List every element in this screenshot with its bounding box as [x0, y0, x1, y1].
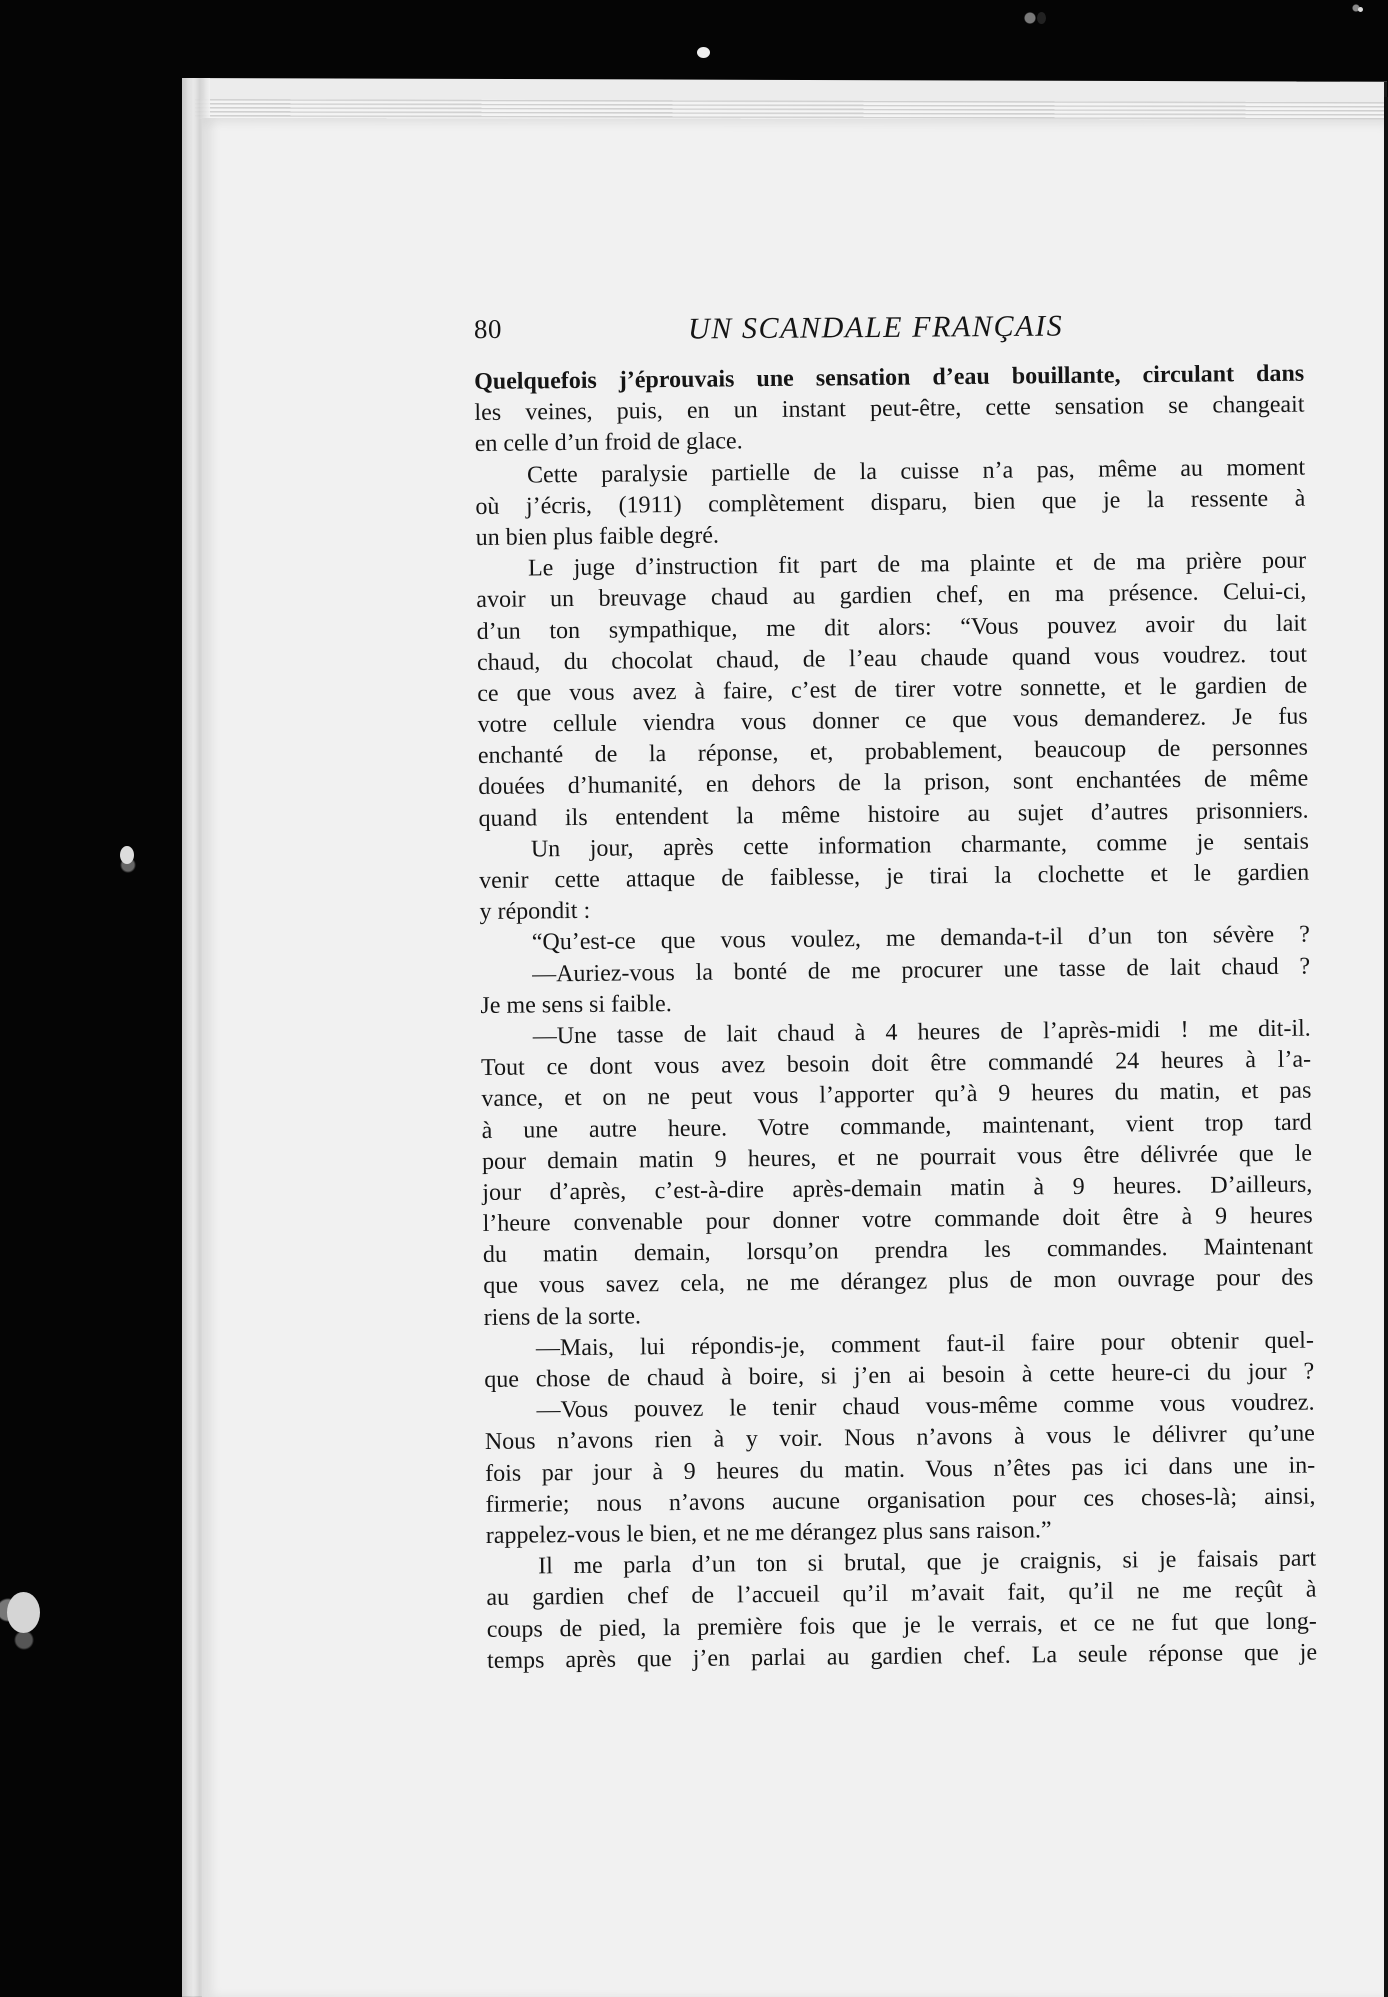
page-text — [474, 359, 1317, 1677]
text-line-4: Cette paralysie partielle de la cuisse n’a pas, même au moment — [526, 454, 1306, 489]
text-line-35: Nous n’avons rien à y voir. Nous n’avons à vous le délivrer qu’une — [484, 1420, 1315, 1456]
text-line-32: —Mais, lui répondis-je, comment faut-il faire pour obtenir quel- — [535, 1327, 1315, 1362]
text-line-29: du matin demain, lorsqu’on prendra les commandes. Maintenant — [482, 1233, 1314, 1269]
text-line-10: chaud, du chocolat chaud, de l’eau chaude quand vous voudrez. tout — [476, 641, 1308, 676]
text-line-38: rappelez-vous le bien, et ne me dérangez plus sans raison.” — [485, 1517, 1052, 1549]
page-number: 80 — [473, 313, 503, 345]
text-line-30: que vous savez cela, ne me dérangez plus de mon ouvrage pour des — [483, 1264, 1314, 1300]
text-line-41: coups de pied, la première fois que je le verrais, et ce ne fut que long- — [486, 1608, 1317, 1643]
text-line-5: où j’écris, (1911) complètement disparu, bien que je la ressente à — [475, 485, 1306, 520]
text-line-28: l’heure convenable pour donner votre commande doit être à 9 heures — [482, 1202, 1313, 1238]
text-line-24: vance, et on ne peut vous l’apporter qu’à 9 heures du matin, et pas — [481, 1077, 1312, 1113]
text-line-21: Je me sens si faible. — [480, 990, 672, 1019]
text-line-36: fois par jour à 9 heures du matin. Vous n’êtes pas ici dans une in- — [485, 1452, 1316, 1487]
scan-speck — [7, 1592, 40, 1633]
text-line-23: Tout ce dont vous avez besoin doit être commandé 24 heures à l’a- — [480, 1046, 1312, 1082]
scan-speck — [120, 846, 134, 864]
text-line-8: avoir un breuvage chaud au gardien chef, en ma présence. Celui-ci, — [476, 578, 1307, 614]
text-line-19: “Qu’est-ce que vous voulez, me demanda-t-il d’un ton sévère ? — [531, 921, 1310, 956]
text-line-13: enchanté de la réponse, et, probablement, beaucoup de personnes — [477, 734, 1309, 770]
text-line-15: quand ils entendent la même histoire au sujet d’autres prisonniers. — [478, 797, 1309, 832]
text-line-22: —Une tasse de lait chaud à 4 heures de l’après-midi ! me dit-il. — [532, 1015, 1311, 1050]
text-line-20: —Auriez-vous la bonté de me procurer une tasse de lait chaud ? — [532, 953, 1311, 988]
text-line-42: temps après que j’en parlai au gardien chef. La seule réponse que je — [486, 1639, 1318, 1674]
text-line-2: les veines, puis, en un instant peut-être, cette sensation se changeait — [474, 391, 1305, 427]
text-line-37: firmerie; nous n’avons aucune organisation pour ces choses-là; ainsi, — [485, 1483, 1316, 1518]
text-line-12: votre cellule viendra vous donner ce que vous demanderez. Je fus — [477, 703, 1308, 739]
text-line-7: Le juge d’instruction fit part de ma plainte et de ma prière pour — [527, 547, 1307, 582]
text-line-25: à une autre heure. Votre commande, maintenant, vient trop tard — [481, 1109, 1312, 1144]
text-line-17: venir cette attaque de faiblesse, je tirai la clochette et le gardien — [479, 859, 1310, 894]
text-line-1: Quelquefois j’éprouvais une sensation d’eau bouillante, circulant dans — [474, 360, 1305, 395]
text-line-6: un bien plus faible degré. — [475, 522, 720, 551]
right-scan-edge — [1384, 97, 1388, 1997]
text-line-39: Il me parla d’un ton si brutal, que je craignis, si je faisais part — [538, 1545, 1317, 1580]
text-line-14: douées d’humanité, en dehors de la prison, sont enchantées de même — [478, 766, 1309, 801]
text-line-9: d’un ton sympathique, me dit alors: “Vous pouvez avoir du lait — [476, 610, 1307, 645]
text-line-11: ce que vous avez à faire, c’est de tirer votre sonnette, et le gardien de — [477, 672, 1308, 707]
text-line-33: que chose de chaud à boire, si j’en ai besoin à cette heure-ci du jour ? — [484, 1358, 1315, 1393]
scan-speck — [697, 47, 710, 58]
scan-speck — [1037, 12, 1046, 24]
text-line-18: y répondit : — [479, 898, 591, 926]
text-line-40: au gardien chef de l’accueil qu’il m’avait fait, qu’il ne me reçût à — [486, 1576, 1317, 1612]
text-line-27: jour d’après, c’est-à-dire après-demain matin à 9 heures. D’ailleurs, — [482, 1171, 1313, 1206]
page-header — [473, 309, 1304, 356]
text-line-31: riens de la sorte. — [483, 1302, 642, 1331]
text-line-3: en celle d’un froid de glace. — [474, 428, 743, 458]
text-line-26: pour demain matin 9 heures, et ne pourrait vous être délivrée que le — [481, 1140, 1313, 1175]
text-line-16: Un jour, après cette information charmante, comme je sentais — [530, 828, 1309, 863]
running-title: UN SCANDALE FRANÇAIS — [687, 309, 1064, 346]
text-line-34: —Vous pouvez le tenir chaud vous-même comme vous voudrez. — [536, 1389, 1315, 1424]
scan-speck — [1358, 7, 1363, 12]
